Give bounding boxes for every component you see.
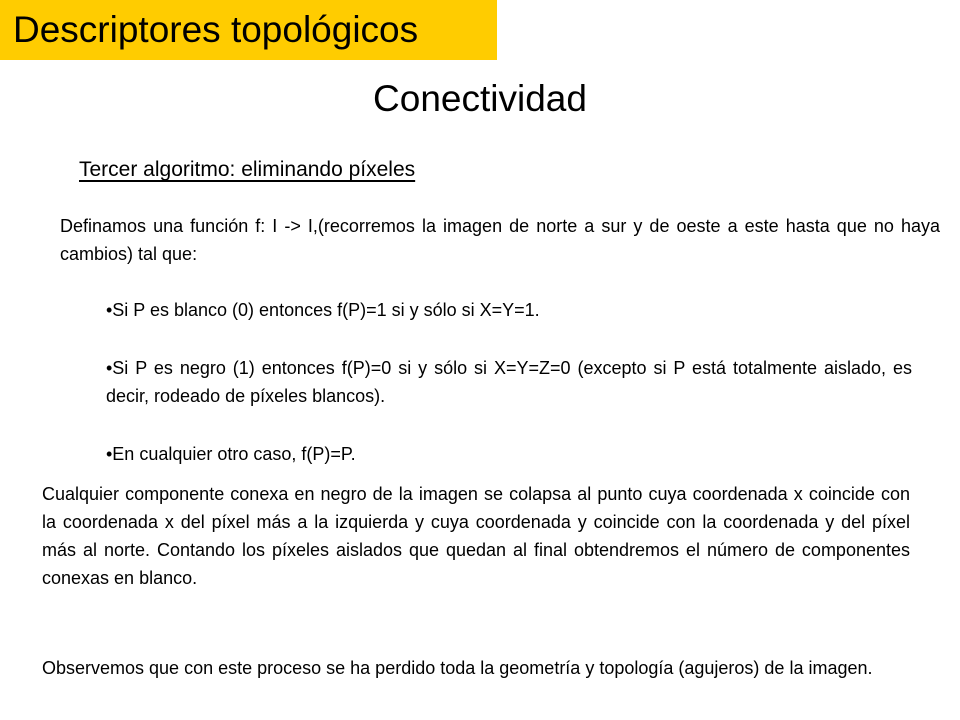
bullet-item-other-case: •En cualquier otro caso, f(P)=P. (106, 444, 356, 464)
bullet-item-white-pixel: •Si P es blanco (0) entonces f(P)=1 si y sólo si X=Y=1. (106, 300, 540, 320)
bullet-item-black-pixel: •Si P es negro (1) entonces f(P)=0 si y sólo si X=Y=Z=0 (excepto si P está totalmente aislado, es decir, rodeado de píxeles blancos). (106, 358, 912, 406)
title-banner (0, 0, 497, 60)
banner-title: Descriptores topológicos (13, 9, 419, 50)
intro-paragraph: Definamos una función f: I -> I,(recorremos la imagen de norte a sur y de oeste a este hasta que no haya cambios) tal que: (60, 216, 940, 264)
slide-heading: Conectividad (373, 78, 587, 119)
closing-paragraph: Observemos que con este proceso se ha perdido toda la geometría y topología (agujeros) de la imagen. (42, 658, 873, 678)
summary-paragraph: Cualquier componente conexa en negro de la imagen se colapsa al punto cuya coordenada x coincide con la coordenada x del píxel más a la izquierda y cuya coordenada y coincide con la coordenada y del píxel más al norte. Contando los píxeles aislados que quedan al final obtendremos el número de componentes conexas en blanco. (42, 484, 910, 588)
algorithm-subheading: Tercer algoritmo: eliminando píxeles (79, 158, 416, 181)
